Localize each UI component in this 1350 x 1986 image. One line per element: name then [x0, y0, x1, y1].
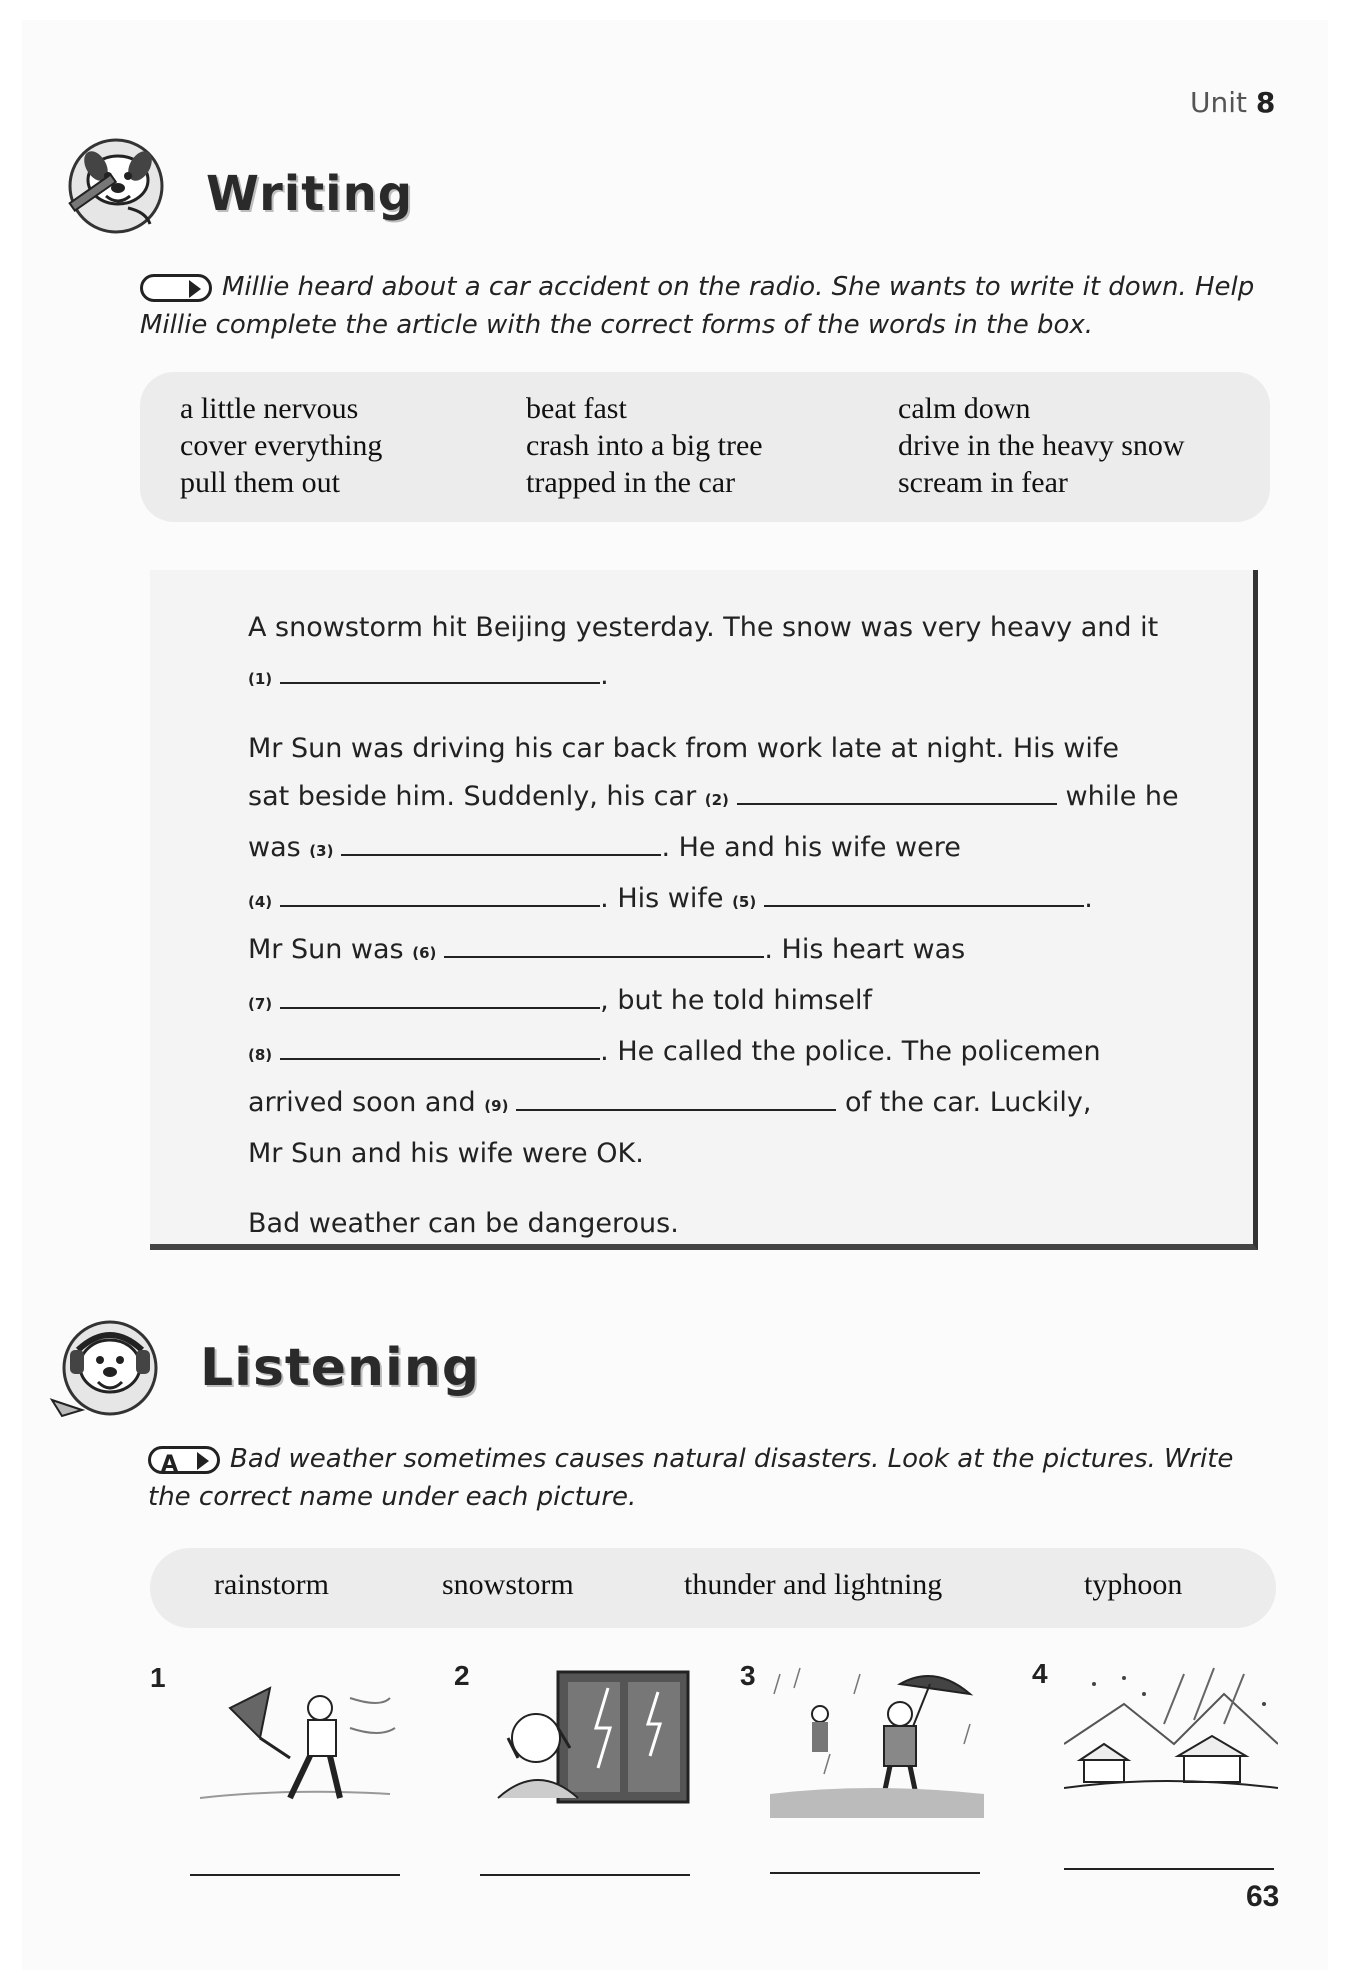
word-item: beat fast [526, 392, 627, 425]
picture-number: 2 [454, 1660, 470, 1691]
part-a-pill: A [148, 1446, 220, 1474]
article-paper [150, 570, 1258, 1250]
word-item: crash into a big tree [526, 429, 763, 462]
word-item: drive in the heavy snow [898, 429, 1185, 462]
article-text [248, 604, 1228, 1248]
typhoon-picture-icon [190, 1668, 400, 1818]
word-item: rainstorm [214, 1568, 329, 1601]
rainstorm-picture-icon [770, 1664, 984, 1818]
unit-label: Unit 8 [1190, 86, 1276, 119]
listening-word-box [150, 1548, 1276, 1628]
article-line: Mr Sun and his wife were OK. [248, 1138, 644, 1169]
answer-line-4[interactable] [1064, 1868, 1274, 1870]
picture-number: 1 [150, 1662, 166, 1693]
article-line: Mr Sun was driving his car back from work late at night. His wife [248, 733, 1119, 764]
page-number: 63 [1246, 1880, 1280, 1913]
word-item: trapped in the car [526, 466, 736, 499]
writing-word-box [140, 372, 1270, 522]
article-line: A snowstorm hit Beijing yesterday. The snow was very heavy and it [248, 612, 1159, 643]
article-line: sat beside him. Suddenly, his car (2) while he [248, 781, 1179, 812]
picture-number: 4 [1032, 1658, 1048, 1689]
blank-1[interactable] [280, 660, 600, 684]
article-line: Mr Sun was (6) . His heart was [248, 934, 966, 965]
article-line: arrived soon and (9) of the car. Luckily, [248, 1087, 1092, 1118]
blank-4[interactable] [280, 883, 600, 907]
audio-pill-icon [140, 274, 212, 302]
dog-listening-icon [42, 1310, 172, 1426]
listening-heading: Listening [200, 1338, 481, 1398]
listening-instruction: A Bad weather sometimes causes natural disasters. Look at the pictures. Write the correct name under each picture. [148, 1444, 1234, 1512]
blank-7[interactable] [280, 985, 600, 1009]
word-column-3 [898, 390, 1185, 501]
blank-9[interactable] [516, 1087, 836, 1111]
answer-line-1[interactable] [190, 1874, 400, 1876]
blank-8[interactable] [280, 1036, 600, 1060]
article-line: (1) . [248, 660, 609, 691]
blank-5[interactable] [764, 883, 1084, 907]
answer-line-2[interactable] [480, 1874, 690, 1876]
blank-6[interactable] [444, 934, 764, 958]
article-line: Bad weather can be dangerous. [248, 1208, 679, 1239]
article-line: was (3) . He and his wife were [248, 832, 961, 863]
word-column-2 [526, 390, 763, 501]
article-line: (7) , but he told himself [248, 985, 872, 1016]
dog-writing-icon [58, 128, 178, 238]
writing-instruction: Millie heard about a car accident on the radio. She wants to write it down. Help Millie complete the article with the correct forms of the words in the box. [140, 272, 1255, 340]
word-item: a little nervous [180, 392, 359, 425]
answer-line-3[interactable] [770, 1872, 980, 1874]
word-item: thunder and lightning [684, 1568, 943, 1601]
writing-heading: Writing [206, 166, 414, 222]
word-item: typhoon [1084, 1568, 1183, 1601]
article-line: (4) . His wife (5) . [248, 883, 1093, 914]
word-item: pull them out [180, 466, 340, 499]
word-item: cover everything [180, 429, 383, 462]
snowstorm-picture-icon [1064, 1664, 1278, 1814]
word-column-1 [180, 390, 382, 501]
word-item: calm down [898, 392, 1031, 425]
word-item: scream in fear [898, 466, 1068, 499]
word-item: snowstorm [442, 1568, 574, 1601]
thunder-picture-icon [478, 1668, 694, 1818]
blank-2[interactable] [737, 781, 1057, 805]
blank-3[interactable] [341, 832, 661, 856]
picture-number: 3 [740, 1660, 756, 1691]
article-line: (8) . He called the police. The policemen [248, 1036, 1101, 1067]
